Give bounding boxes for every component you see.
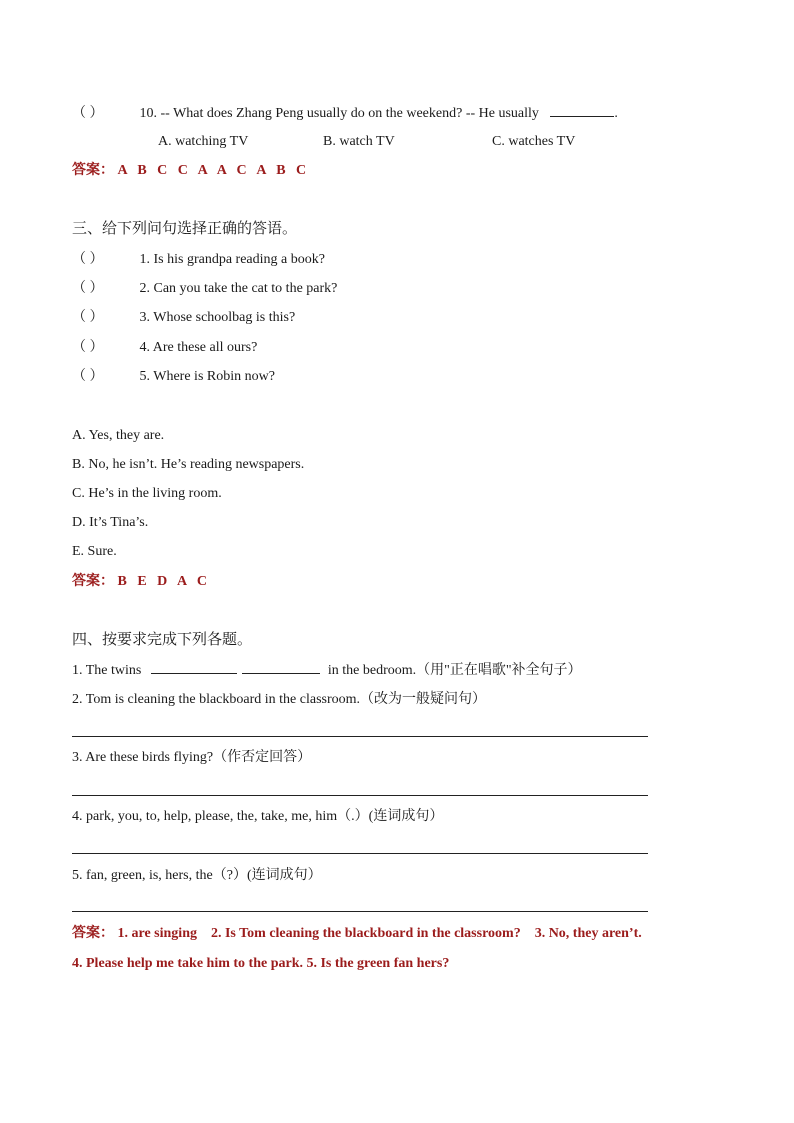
choice-c: C. He’s in the living room. bbox=[72, 486, 222, 501]
answer-paren[interactable]: （ ） bbox=[72, 252, 104, 267]
question-10 bbox=[72, 104, 618, 123]
question-text: 2. Can you take the cat to the park? bbox=[139, 281, 338, 296]
answer-paren: （ ） bbox=[72, 106, 104, 121]
choice-a: A. Yes, they are. bbox=[72, 428, 165, 443]
section3-title: 三、给下列问句选择正确的答语。 bbox=[72, 221, 298, 237]
question-text: 1. Is his grandpa reading a book? bbox=[139, 252, 325, 267]
answer-value: A B C C A A C A B C bbox=[117, 163, 307, 178]
choice-e: E. Sure. bbox=[72, 544, 117, 559]
section2-answer bbox=[72, 162, 306, 180]
option-c: C. watches TV bbox=[492, 134, 576, 149]
answer-paren[interactable]: （ ） bbox=[72, 340, 104, 355]
answer-label: 答案： bbox=[72, 926, 114, 941]
option-a: A. watching TV bbox=[158, 134, 249, 149]
answer-value: B E D A C bbox=[117, 574, 207, 589]
section4-answer-line-2: 4. Please help me take him to the park. 5. Is the green fan hers? bbox=[72, 956, 450, 971]
section4-question-1 bbox=[72, 661, 582, 680]
answer-blank[interactable] bbox=[242, 661, 320, 674]
section4-title: 四、按要求完成下列各题。 bbox=[72, 632, 253, 648]
question-text-end: in the bedroom.（用"正在唱歌"补全句子） bbox=[327, 663, 582, 678]
question-10-end: . bbox=[614, 106, 618, 121]
question-text: 5. Where is Robin now? bbox=[139, 369, 275, 384]
answer-value: 1. are singing 2. Is Tom cleaning the blackboard in the classroom? 3. No, they aren’t. bbox=[117, 926, 642, 941]
option-b: B. watch TV bbox=[323, 134, 395, 149]
section3-question-4 bbox=[72, 339, 257, 357]
choice-b: B. No, he isn’t. He’s reading newspapers. bbox=[72, 457, 305, 472]
answer-blank[interactable] bbox=[151, 661, 237, 674]
question-text: 3. Whose schoolbag is this? bbox=[139, 310, 296, 325]
section4-question-3: 3. Are these birds flying?（作否定回答） bbox=[72, 750, 312, 765]
answer-paren[interactable]: （ ） bbox=[72, 310, 104, 325]
answer-line[interactable] bbox=[72, 795, 648, 796]
section3-answer bbox=[72, 573, 207, 591]
section4-answer-line-1 bbox=[72, 925, 642, 943]
question-text: 1. The twins bbox=[72, 663, 142, 678]
answer-paren[interactable]: （ ） bbox=[72, 369, 104, 384]
answer-blank[interactable] bbox=[550, 104, 614, 117]
section3-question-3 bbox=[72, 309, 295, 327]
answer-line[interactable] bbox=[72, 853, 648, 854]
section3-question-1 bbox=[72, 251, 325, 269]
section3-question-5 bbox=[72, 368, 275, 386]
answer-line[interactable] bbox=[72, 736, 648, 737]
section4-question-4: 4. park, you, to, help, please, the, take, me, him（.）(连词成句） bbox=[72, 809, 444, 824]
section3-question-2 bbox=[72, 280, 337, 298]
answer-paren[interactable]: （ ） bbox=[72, 281, 104, 296]
answer-label: 答案： bbox=[72, 574, 114, 589]
answer-line[interactable] bbox=[72, 911, 648, 912]
answer-label: 答案： bbox=[72, 163, 114, 178]
section4-question-2: 2. Tom is cleaning the blackboard in the classroom.（改为一般疑问句） bbox=[72, 692, 487, 707]
section4-question-5: 5. fan, green, is, hers, the（?）(连词成句） bbox=[72, 868, 322, 883]
choice-d: D. It’s Tina’s. bbox=[72, 515, 149, 530]
question-10-text: 10. -- What does Zhang Peng usually do on the weekend? -- He usually bbox=[139, 106, 539, 121]
question-text: 4. Are these all ours? bbox=[139, 340, 258, 355]
